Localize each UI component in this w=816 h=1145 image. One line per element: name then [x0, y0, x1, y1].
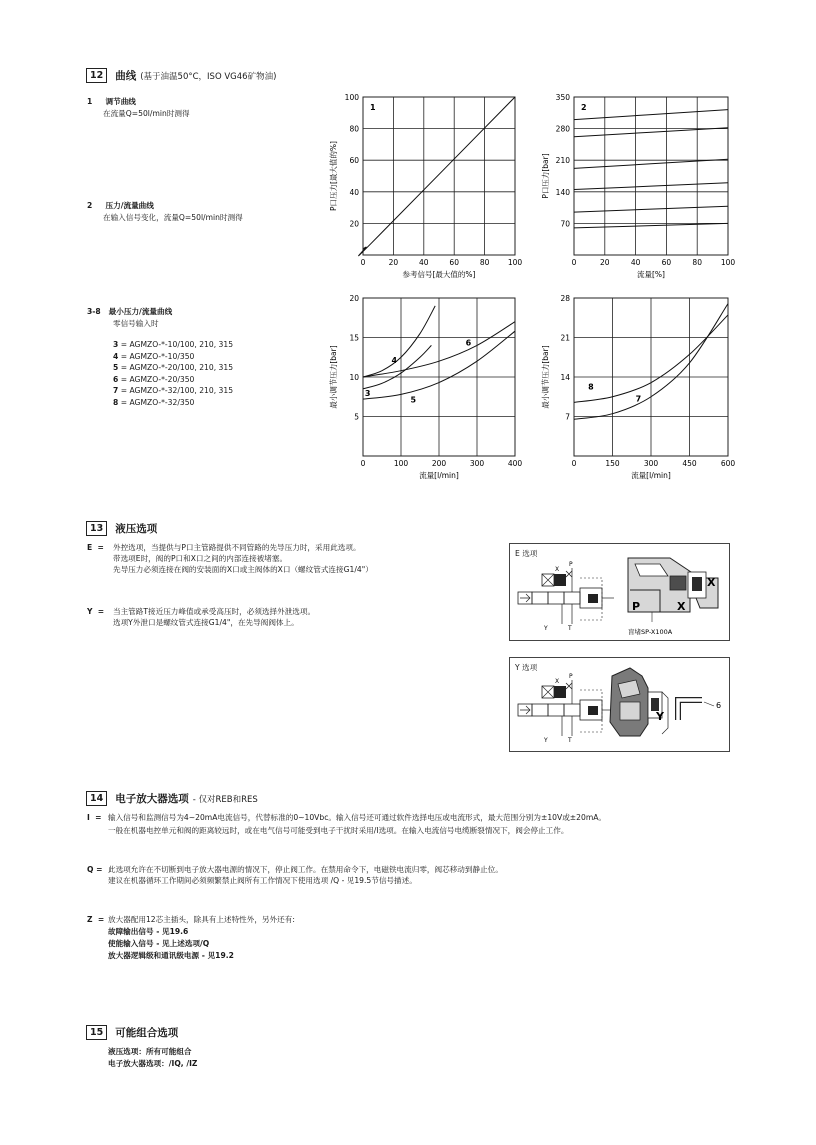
port-x-label: X: [555, 678, 560, 685]
option-q-line2: 建议在机器循环工作期间必须频繁禁止阀所有工作情况下使用选项 /Q - 见19.5节信号描述。: [108, 876, 417, 885]
curve-number-label: 3: [364, 388, 371, 398]
section-14-header: [86, 791, 258, 806]
option-e-line2: 带选项E时，阀的P口和X口之间的内部连接被堵塞。: [113, 554, 288, 563]
section-title: 电子放大器选项: [115, 793, 189, 805]
x-tick-label: 300: [643, 459, 659, 468]
y-tick-label: 14: [560, 373, 570, 382]
x-axis-title: 参考信号[最大值的%]: [402, 270, 476, 279]
x-tick-label: 80: [479, 258, 490, 267]
item-3-heading: 3-8 最小压力/流量曲线: [87, 307, 173, 316]
series-line-1: [359, 97, 515, 256]
y-tick-label: 70: [560, 219, 570, 229]
plot-frame: [574, 97, 728, 255]
port-x-label: X: [555, 566, 560, 573]
option-e-line1: 外控选项，当提供与P口主管路提供不同管路的先导压力时，采用此选项。: [113, 543, 361, 552]
y-tick-label: 280: [555, 124, 570, 134]
chart-3-6-min-pressure: [328, 294, 522, 480]
chart-1-regulation: [328, 93, 522, 279]
combo-hydraulic: 液压选项：所有可能组合: [108, 1047, 192, 1056]
section-title: 曲线: [115, 70, 137, 82]
x-tick-label: 20: [388, 258, 399, 267]
y-tick-label: 80: [349, 124, 359, 134]
wrench-size-label: 6: [716, 701, 722, 710]
section-15-header: [86, 1025, 178, 1040]
x-tick-label: 450: [682, 459, 697, 468]
option-z-line3: 使能输入信号 - 见上述选项/Q: [108, 939, 210, 948]
port-p-label: P: [569, 673, 573, 680]
item-3-desc: 零信号输入时: [113, 319, 159, 328]
option-e-key: E =: [87, 543, 104, 552]
figure-y-option: [509, 657, 730, 752]
figure-e-option: [509, 543, 730, 641]
option-i-key: I =: [87, 813, 102, 822]
chart-2-pressure-flow: [540, 93, 735, 279]
figure-title: Y 选项: [515, 663, 538, 672]
big-y-label: Y: [656, 710, 664, 723]
x-tick-label: 40: [630, 258, 641, 267]
chart-number-label: 2: [581, 103, 587, 112]
option-y-key: Y =: [87, 607, 105, 616]
y-axis-title: 最小调节压力[bar]: [329, 345, 338, 409]
x-tick-label: 100: [507, 258, 523, 267]
x-tick-label: 0: [360, 258, 366, 267]
x-tick-label: 0: [571, 258, 577, 267]
x-axis-title: 流量[l/min]: [419, 471, 459, 480]
y-axis-title: 最小调节压力[bar]: [541, 345, 550, 409]
section-title: 可能组合选项: [115, 1027, 179, 1039]
series-line-4: [363, 306, 435, 377]
x-tick-label: 200: [431, 459, 447, 468]
section-number: 12: [86, 68, 107, 83]
option-i-line1: 输入信号和监测信号为4~20mA电流信号，代替标准的0~10Vbc。输入信号还可通过软件选择电压或电流形式，最大范围分别为±10V或±20mA。: [108, 813, 607, 822]
y-tick-label: 140: [555, 187, 570, 197]
hydraulic-schematic-y: [510, 658, 729, 751]
item-1-heading: 1 调节曲线: [87, 97, 136, 106]
section-number: 13: [86, 521, 107, 536]
y-tick-label: 28: [560, 294, 570, 303]
x-tick-label: 100: [393, 459, 409, 468]
port-t-label: T: [568, 737, 572, 744]
x-tick-label: 150: [605, 459, 620, 468]
x-tick-label: 80: [692, 258, 702, 267]
x-tick-label: 300: [469, 459, 485, 468]
x-axis-title: 流量[l/min]: [631, 471, 671, 480]
series-line-a: [574, 223, 728, 228]
plug-label: 盲堵SP-X100A: [628, 628, 673, 636]
option-q-key: Q =: [87, 865, 103, 874]
model-row: 4 = AGMZO-*-10/350: [113, 351, 195, 361]
option-y-line1: 当主管路T接近压力峰值或承受高压时，必须选择外泄选项。: [113, 607, 316, 616]
y-tick-label: 350: [555, 93, 570, 102]
curve-number-label: 6: [465, 338, 472, 348]
y-tick-label: 210: [555, 156, 570, 166]
series-line-f: [574, 110, 728, 120]
combo-electronic: 电子放大器选项：/IQ, /IZ: [108, 1059, 198, 1068]
y-tick-label: 10: [349, 373, 359, 382]
y-tick-label: 15: [349, 333, 359, 343]
big-x2-label: X: [677, 600, 686, 613]
x-tick-label: 600: [720, 459, 736, 468]
option-q-line1: 此选项允许在不切断到电子放大器电源的情况下，停止阀工作。在禁用命令下，电磁铁电流归零，阀芯移动到静止位。: [108, 865, 503, 874]
section-13-header: [86, 521, 157, 536]
item-2-heading: 2 压力/流量曲线: [87, 201, 154, 210]
model-row: 6 = AGMZO-*-20/350: [113, 374, 195, 384]
series-line-d: [574, 159, 728, 168]
charts-area: [0, 0, 816, 480]
y-tick-label: 21: [560, 333, 570, 343]
series-line-c: [574, 183, 728, 190]
x-tick-label: 0: [360, 459, 366, 468]
x-tick-label: 60: [661, 258, 672, 267]
series-line-e: [574, 128, 728, 137]
model-row: 5 = AGMZO-*-20/100, 210, 315: [113, 363, 234, 372]
section-subtitle: (基于油温50°C，ISO VG46矿物油): [140, 71, 277, 82]
chart-7-8-min-pressure: [540, 294, 735, 480]
option-i-line2: 一般在机器电控单元和阀的距离较远时，或在电气信号可能受到电子干扰时采用/I选项。在输入电流信号电缆断裂情况下，阀会停止工作。: [108, 826, 569, 835]
x-tick-label: 0: [571, 459, 577, 468]
curve-number-label: 7: [635, 394, 642, 404]
item-2-desc: 在输入信号变化，流量Q=50l/min时测得: [103, 213, 243, 222]
model-row: 8 = AGMZO-*-32/350: [113, 397, 195, 407]
curve-number-label: 4: [391, 355, 398, 365]
port-y-label: Y: [544, 737, 548, 744]
option-z-line4: 放大器逻辑级和通讯级电源 - 见19.2: [108, 951, 234, 960]
y-tick-label: 20: [349, 294, 359, 303]
port-p-label: P: [569, 561, 573, 568]
y-tick-label: 100: [344, 93, 359, 102]
port-t-label: T: [568, 625, 572, 632]
option-z-key: Z =: [87, 915, 105, 924]
chart-number-label: 1: [370, 103, 376, 112]
curve-number-label: 5: [410, 395, 417, 405]
y-axis-title: P口压力[最大值的%]: [329, 140, 338, 212]
hydraulic-schematic-e: [510, 544, 729, 640]
x-tick-label: 400: [507, 459, 523, 468]
x-tick-label: 20: [600, 258, 610, 267]
option-e-line3: 先导压力必须连接在阀的安装面的X口或主阀体的X口（螺纹管式连接G1/4"）: [113, 565, 373, 574]
y-tick-label: 60: [349, 156, 359, 166]
section-number: 15: [86, 1025, 107, 1040]
series-line-3: [363, 345, 431, 388]
y-axis-title: P口压力[bar]: [541, 153, 550, 199]
big-p-label: P: [632, 600, 641, 613]
y-tick-label: 20: [349, 219, 359, 229]
y-tick-label: 40: [349, 187, 359, 197]
section-number: 14: [86, 791, 107, 806]
series-line-b: [574, 206, 728, 212]
option-y-line2: 选项Y外泄口是螺纹管式连接G1/4"，在先导阀阀体上。: [113, 618, 299, 627]
x-tick-label: 100: [720, 258, 736, 267]
big-x-label: X: [707, 576, 716, 589]
y-tick-label: 5: [354, 412, 359, 422]
y-tick-label: 7: [565, 412, 570, 422]
model-row: 3 = AGMZO-*-10/100, 210, 315: [113, 340, 234, 349]
option-z-line1: 放大器配用12芯主插头，除具有上述特性外，另外还有:: [108, 915, 295, 924]
figure-title: E 选项: [515, 549, 538, 558]
option-z-line2: 故障输出信号 - 见19.6: [108, 927, 189, 936]
curve-number-label: 8: [588, 382, 594, 392]
section-subtitle: - 仅对REB和RES: [192, 794, 258, 805]
model-row: 7 = AGMZO-*-32/100, 210, 315: [113, 386, 234, 395]
x-axis-title: 流量[%]: [637, 270, 665, 279]
x-tick-label: 40: [419, 258, 429, 267]
x-tick-label: 60: [449, 258, 459, 267]
item-1-desc: 在流量Q=50l/min时测得: [103, 109, 190, 118]
port-y-label: Y: [544, 625, 548, 632]
section-title: 液压选项: [115, 523, 158, 535]
